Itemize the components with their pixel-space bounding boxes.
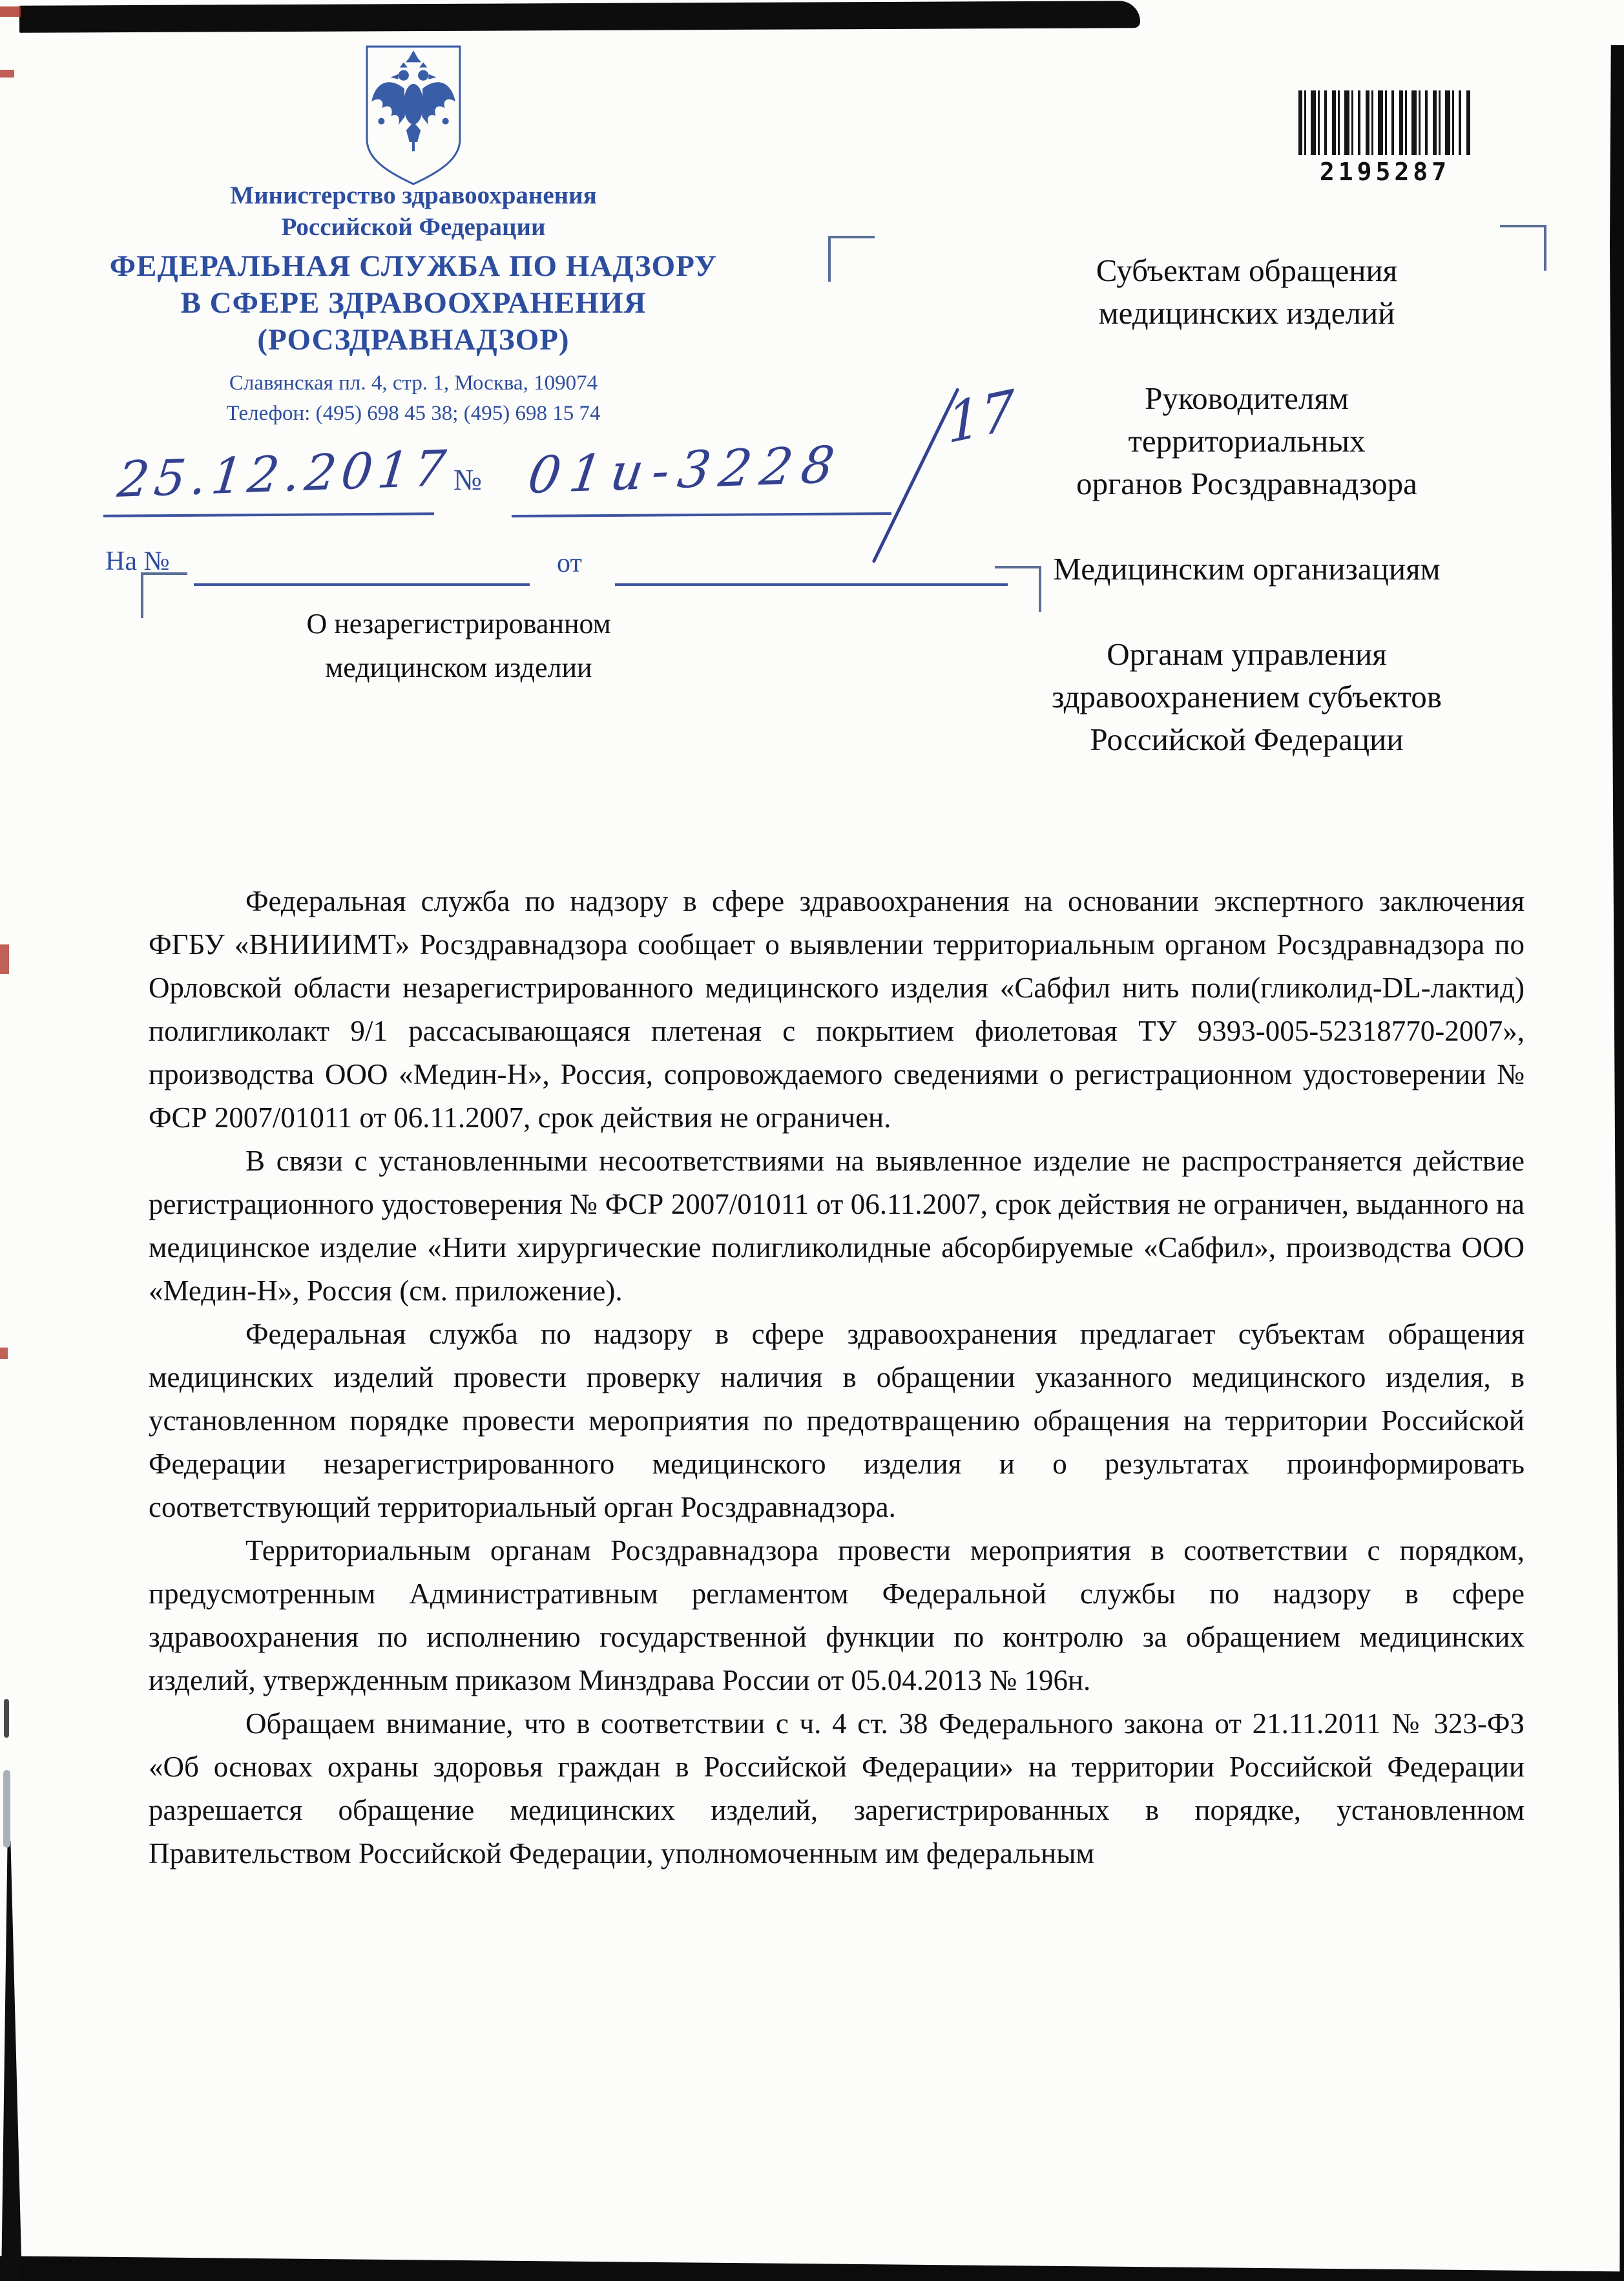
subject-line1: О незарегистрированном <box>306 608 611 640</box>
recipient-line: медицинских изделий <box>1098 295 1395 331</box>
recipient-line: Медицинским организациям <box>1053 551 1441 587</box>
agency-line3: (РОСЗДРАВНАДЗОР) <box>257 323 570 357</box>
subject-block <box>194 602 724 690</box>
handwritten-number-suffix: 17 <box>946 377 1016 456</box>
recipient-line: Субъектам обращения <box>1096 253 1398 288</box>
number-sign-label: № <box>453 463 482 496</box>
red-edge-mark <box>0 1348 8 1359</box>
recipient-block-territorial-heads <box>930 377 1563 505</box>
barcode <box>1298 90 1472 186</box>
scan-artifact-top-bar <box>19 1 1140 33</box>
recipient-block-subjects <box>930 249 1563 335</box>
red-edge-mark <box>0 6 21 17</box>
scan-artifact-dash <box>4 1699 9 1738</box>
incoming-number-blank <box>194 583 530 586</box>
body-paragraph: В связи с установленными несоответствиями на выявленное изделие не распространяется действие регистрационного удостоверения № ФСР 2007/01011 от 06.11.2007, срок действия не ограничен, выданного на медицинское изделие «Нити хирургические полигликолидные абсорбируемые «Сабфил», производства ООО «Медин-Н», Россия (см. приложение). <box>149 1145 1525 1307</box>
subject-line2: медицинском изделии <box>325 652 592 683</box>
recipient-line: Руководителям <box>1145 380 1349 416</box>
date-underline <box>103 512 434 517</box>
body-paragraph: Федеральная служба по надзору в сфере здравоохранения на основании экспертного заключения ФГБУ «ВНИИИМТ» Росздравнадзора сообщает о выявлении территориальным органом Росздравнадзора по Орловской области незарегистрированного медицинского изделия «Сабфил нить поли(гликолид-DL-лактид) полигликолакт 9/1 рассасывающаяся плетеная с покрытием фиолетовая ТУ 9393-005-52318770-2007», производства ООО «Медин-Н», Россия, сопровождаемого сведениями о регистрационном удостоверении № ФСР 2007/01011 от 06.11.2007, срок действия не ограничен. <box>149 885 1525 1134</box>
letter-body <box>149 880 1525 1875</box>
body-paragraph: Обращаем внимание, что в соответствии с ч. 4 ст. 38 Федерального закона от 21.11.2011 № 323-ФЗ «Об основах охраны здоровья граждан в Российской Федерации» на территории Российской Федерации разрешается обращение медицинских изделий, зарегистрированных в порядке, установленном Правительством Российской Федерации, уполномоченным им федеральным <box>149 1707 1525 1870</box>
number-underline <box>512 512 891 517</box>
handwritten-date: 25.12.2017 <box>115 439 454 508</box>
recipient-line: органов Росздравнадзора <box>1076 466 1417 501</box>
recipient-line: Российской Федерации <box>1090 722 1404 757</box>
coat-of-arms-icon <box>357 43 470 190</box>
agency-line2: В СФЕРЕ ЗДРАВООХРАНЕНИЯ <box>180 286 647 320</box>
barcode-number: 2195287 <box>1319 158 1451 186</box>
handwritten-outgoing-number: 01и-3228 <box>525 435 847 505</box>
address-line: Славянская пл. 4, стр. 1, Москва, 109074 <box>229 371 598 395</box>
recipient-line: здравоохранением субъектов <box>1052 679 1442 714</box>
red-edge-mark <box>0 944 9 974</box>
scan-artifact-dash <box>3 1770 10 1848</box>
incoming-date-label: от <box>557 548 582 578</box>
body-paragraph: Территориальным органам Росздравнадзора провести мероприятия в соответствии с порядком, предусмотренным Административным регламентом Федеральной службы по надзору в сфере здравоохранения по исполнению государственной функции по контролю за обращением медицинских изделий, утвержденным приказом Минздрава России от 05.04.2013 № 196н. <box>149 1534 1525 1696</box>
corner-bracket-icon <box>141 572 187 618</box>
ministry-title <box>90 180 736 243</box>
barcode-bars-icon <box>1298 90 1472 155</box>
scan-artifact-left-wedge <box>1 1841 22 2281</box>
scan-artifact-right-strip <box>1610 45 1624 2281</box>
body-paragraph: Федеральная служба по надзору в сфере здравоохранения предлагает субъектам обращения медицинских изделий провести проверку наличия в обращении указанного медицинского изделия, в установленном порядке провести мероприятия по предотвращению обращения на территории Российской Федерации незарегистрированного медицинского изделия и о результатах проинформировать соответствующий территориальный орган Росздравнадзора. <box>149 1318 1525 1523</box>
incoming-number-label: На № <box>105 547 170 576</box>
phone-line: Телефон: (495) 698 45 38; (495) 698 15 74 <box>226 402 601 425</box>
recipient-block-health-authorities <box>930 633 1563 761</box>
recipient-line: Органам управления <box>1107 636 1387 672</box>
agency-line1: ФЕДЕРАЛЬНАЯ СЛУЖБА ПО НАДЗОРУ <box>109 249 718 283</box>
red-edge-mark <box>0 70 14 78</box>
ministry-line1: Министерство здравоохранения <box>230 182 597 209</box>
scan-artifact-bottom-bar <box>0 2256 1624 2281</box>
letterhead-contacts <box>90 368 736 429</box>
agency-title <box>90 248 736 359</box>
ministry-line2: Российской Федерации <box>281 213 546 241</box>
recipient-block-medical-orgs <box>930 548 1563 590</box>
corner-bracket-icon <box>828 236 875 282</box>
recipient-line: территориальных <box>1128 423 1366 459</box>
